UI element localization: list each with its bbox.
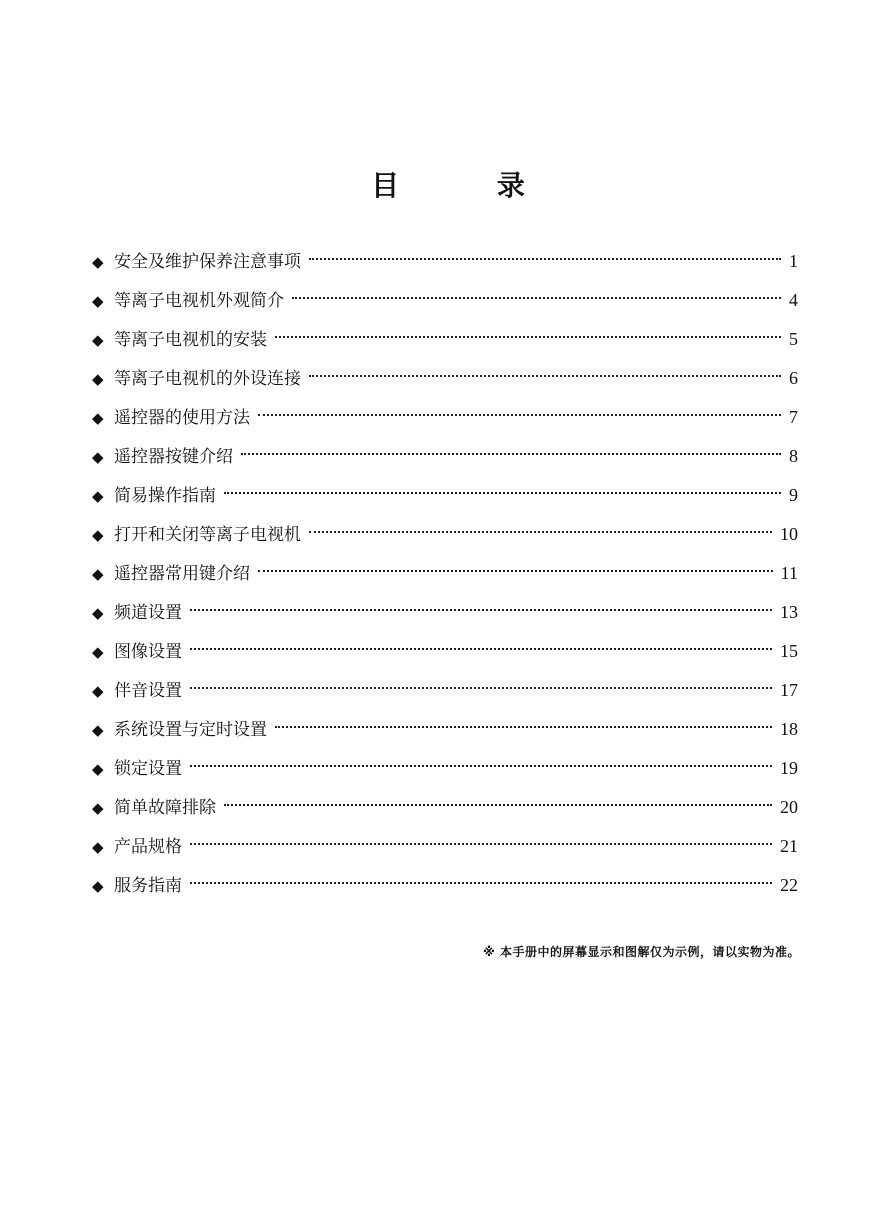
toc-entry-page: 20 bbox=[780, 797, 798, 817]
diamond-bullet-icon: ◆ bbox=[92, 370, 104, 388]
dot-leader bbox=[241, 453, 781, 455]
toc-entry-label: 遥控器的使用方法 bbox=[114, 408, 250, 428]
toc-entry bbox=[92, 515, 798, 554]
toc-entry-page: 22 bbox=[780, 875, 798, 895]
toc-entry-label: 伴音设置 bbox=[114, 681, 182, 701]
dot-leader bbox=[190, 687, 772, 689]
dot-leader bbox=[190, 843, 772, 845]
dot-leader bbox=[309, 531, 772, 533]
toc-entry bbox=[92, 242, 798, 281]
toc-entry bbox=[92, 749, 798, 788]
dot-leader bbox=[224, 804, 772, 806]
diamond-bullet-icon: ◆ bbox=[92, 331, 104, 349]
dot-leader bbox=[292, 297, 781, 299]
toc-entry-page: 17 bbox=[780, 680, 798, 700]
toc-entry bbox=[92, 593, 798, 632]
toc-entry bbox=[92, 710, 798, 749]
toc-entry bbox=[92, 632, 798, 671]
toc-entry-page: 8 bbox=[789, 446, 798, 466]
dot-leader bbox=[190, 882, 772, 884]
toc-entry bbox=[92, 281, 798, 320]
dot-leader bbox=[258, 414, 781, 416]
toc-entry-page: 18 bbox=[780, 719, 798, 739]
diamond-bullet-icon: ◆ bbox=[92, 643, 104, 661]
toc-entry-page: 4 bbox=[789, 290, 798, 310]
diamond-bullet-icon: ◆ bbox=[92, 487, 104, 505]
toc-entry-label: 系统设置与定时设置 bbox=[114, 720, 267, 740]
diamond-bullet-icon: ◆ bbox=[92, 409, 104, 427]
toc-entry-label: 等离子电视机的安装 bbox=[114, 330, 267, 350]
diamond-bullet-icon: ◆ bbox=[92, 253, 104, 271]
toc-entry bbox=[92, 827, 798, 866]
toc-entry bbox=[92, 437, 798, 476]
diamond-bullet-icon: ◆ bbox=[92, 565, 104, 583]
toc-entry-page: 11 bbox=[780, 563, 798, 583]
dot-leader bbox=[190, 765, 772, 767]
toc-entry bbox=[92, 476, 798, 515]
dot-leader bbox=[258, 570, 773, 572]
toc-entry-page: 15 bbox=[780, 641, 798, 661]
diamond-bullet-icon: ◆ bbox=[92, 526, 104, 544]
toc-entry-page: 5 bbox=[789, 329, 798, 349]
toc-entry bbox=[92, 320, 798, 359]
toc-entry-label: 频道设置 bbox=[114, 603, 182, 623]
toc-entry-page: 6 bbox=[789, 368, 798, 388]
toc-entry-label: 简易操作指南 bbox=[114, 486, 216, 506]
toc-entry-label: 等离子电视机外观简介 bbox=[114, 291, 284, 311]
diamond-bullet-icon: ◆ bbox=[92, 448, 104, 466]
dot-leader bbox=[275, 336, 781, 338]
toc-entry bbox=[92, 788, 798, 827]
diamond-bullet-icon: ◆ bbox=[92, 292, 104, 310]
toc-entry-label: 简单故障排除 bbox=[114, 798, 216, 818]
toc-entry-label: 等离子电视机的外设连接 bbox=[114, 369, 301, 389]
toc-entry bbox=[92, 866, 798, 905]
dot-leader bbox=[190, 609, 772, 611]
dot-leader bbox=[309, 375, 781, 377]
toc-entry-label: 图像设置 bbox=[114, 642, 182, 662]
dot-leader bbox=[224, 492, 781, 494]
diamond-bullet-icon: ◆ bbox=[92, 721, 104, 739]
toc-entry-page: 10 bbox=[780, 524, 798, 544]
footnote: ※ 本手册中的屏幕显示和图解仅为示例，请以实物为准。 bbox=[483, 945, 800, 959]
dot-leader bbox=[190, 648, 772, 650]
diamond-bullet-icon: ◆ bbox=[92, 682, 104, 700]
toc-entry-label: 遥控器按键介绍 bbox=[114, 447, 233, 467]
toc-entry-page: 19 bbox=[780, 758, 798, 778]
toc-entry-label: 打开和关闭等离子电视机 bbox=[114, 525, 301, 545]
table-of-contents bbox=[92, 242, 798, 905]
diamond-bullet-icon: ◆ bbox=[92, 760, 104, 778]
toc-entry-label: 遥控器常用键介绍 bbox=[114, 564, 250, 584]
toc-entry-label: 服务指南 bbox=[114, 876, 182, 896]
toc-entry-label: 安全及维护保养注意事项 bbox=[114, 252, 301, 272]
toc-entry bbox=[92, 554, 798, 593]
diamond-bullet-icon: ◆ bbox=[92, 799, 104, 817]
toc-entry-page: 21 bbox=[780, 836, 798, 856]
toc-entry bbox=[92, 671, 798, 710]
page-title: 目 录 bbox=[371, 169, 569, 202]
toc-entry-label: 锁定设置 bbox=[114, 759, 182, 779]
toc-entry bbox=[92, 359, 798, 398]
diamond-bullet-icon: ◆ bbox=[92, 838, 104, 856]
diamond-bullet-icon: ◆ bbox=[92, 604, 104, 622]
toc-entry-page: 9 bbox=[789, 485, 798, 505]
toc-entry-page: 13 bbox=[780, 602, 798, 622]
toc-entry-page: 1 bbox=[789, 251, 798, 271]
dot-leader bbox=[309, 258, 781, 260]
dot-leader bbox=[275, 726, 772, 728]
toc-entry-page: 7 bbox=[789, 407, 798, 427]
toc-entry-label: 产品规格 bbox=[114, 837, 182, 857]
diamond-bullet-icon: ◆ bbox=[92, 877, 104, 895]
toc-entry bbox=[92, 398, 798, 437]
